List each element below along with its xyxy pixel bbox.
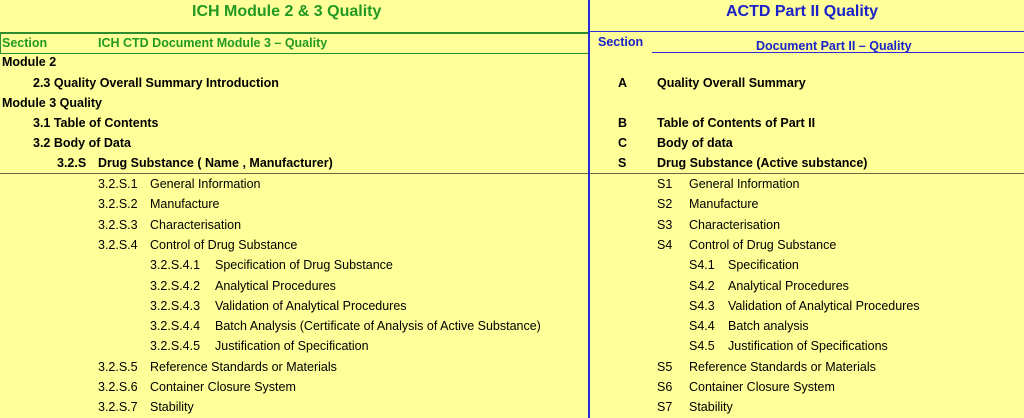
actd-label-a: Quality Overall Summary xyxy=(657,76,806,90)
ich-subsection-title: Specification of Drug Substance xyxy=(215,258,393,273)
actd-subsection-code: S5 xyxy=(657,359,673,374)
actd-subsection-title: Characterisation xyxy=(689,217,781,232)
left-section-header: Section xyxy=(2,36,48,50)
actd-code-s: S xyxy=(618,156,627,170)
right-title: ACTD Part II Quality xyxy=(726,3,879,20)
actd-subsection-title: Validation of Analytical Procedures xyxy=(728,298,920,313)
actd-code-c: C xyxy=(618,136,628,150)
ich-subsection-code: 3.2.S.4.1 xyxy=(150,258,201,273)
actd-subsection-code: S7 xyxy=(657,400,673,415)
section-2-3: 2.3 Quality Overall Summary Introduction xyxy=(33,76,279,90)
section-3-2-s-code: 3.2.S xyxy=(57,156,87,170)
actd-subsection-title: General Information xyxy=(689,177,800,191)
column-divider xyxy=(588,0,590,418)
actd-subsection-code: S4.4 xyxy=(689,319,715,334)
header-divider-right xyxy=(590,31,1024,32)
actd-subsection-title: Specification xyxy=(728,258,799,273)
actd-subsection-code: S4.5 xyxy=(689,339,715,354)
actd-subsection-code: S4 xyxy=(657,237,673,252)
ich-subsection-code: 3.2.S.1 xyxy=(98,177,138,191)
actd-subsection-code: S4.3 xyxy=(689,298,715,313)
actd-subsection-code: S4.1 xyxy=(689,258,715,273)
actd-subsection-title: Container Closure System xyxy=(689,380,835,394)
right-section-header: Section xyxy=(598,35,644,49)
ich-subsection-title: Characterisation xyxy=(150,217,242,232)
actd-subsection-title: Batch analysis xyxy=(728,319,809,334)
actd-code-b: B xyxy=(618,116,628,130)
section-3-2-s-title: Drug Substance ( Name , Manufacturer) xyxy=(98,156,333,170)
ich-subsection-code: 3.2.S.6 xyxy=(98,380,138,394)
module-2-heading: Module 2 xyxy=(2,55,57,69)
ich-subsection-title: Manufacture xyxy=(150,197,220,212)
right-doc-header: Document Part II – Quality xyxy=(756,39,912,53)
ich-subsection-title: Justification of Specification xyxy=(215,339,369,354)
actd-subsection-title: Analytical Procedures xyxy=(728,278,849,293)
ich-subsection-title: Analytical Procedures xyxy=(215,278,336,293)
ich-subsection-code: 3.2.S.4.2 xyxy=(150,278,201,293)
ich-subsection-title: General Information xyxy=(150,177,261,191)
actd-subsection-code: S3 xyxy=(657,217,673,232)
section-3-2: 3.2 Body of Data xyxy=(33,136,131,150)
left-doc-header: ICH CTD Document Module 3 – Quality xyxy=(98,36,328,50)
actd-subsection-title: Stability xyxy=(689,400,733,415)
ich-subsection-title: Batch Analysis (Certificate of Analysis of Active Substance) xyxy=(215,319,541,334)
detail-divider xyxy=(0,173,1024,174)
ich-subsection-code: 3.2.S.5 xyxy=(98,359,138,374)
actd-label-s: Drug Substance (Active substance) xyxy=(657,156,868,170)
ich-subsection-code: 3.2.S.4.3 xyxy=(150,298,201,313)
actd-subsection-code: S1 xyxy=(657,177,673,191)
actd-subsection-code: S2 xyxy=(657,197,673,212)
actd-subsection-title: Justification of Specifications xyxy=(728,339,888,354)
ich-subsection-title: Control of Drug Substance xyxy=(150,237,298,252)
actd-subsection-code: S6 xyxy=(657,380,673,394)
actd-subsection-title: Reference Standards or Materials xyxy=(689,359,876,374)
ich-subsection-code: 3.2.S.3 xyxy=(98,217,138,232)
ich-subsection-title: Container Closure System xyxy=(150,380,296,394)
left-title: ICH Module 2 & 3 Quality xyxy=(192,3,382,20)
ich-subsection-code: 3.2.S.4.5 xyxy=(150,339,201,354)
ich-subsection-code: 3.2.S.7 xyxy=(98,400,138,415)
section-3-1: 3.1 Table of Contents xyxy=(33,116,159,130)
ich-subsection-code: 3.2.S.4.4 xyxy=(150,319,201,334)
actd-code-a: A xyxy=(618,76,628,90)
actd-subsection-title: Manufacture xyxy=(689,197,759,212)
actd-subsection-code: S4.2 xyxy=(689,278,715,293)
ich-subsection-title: Reference Standards or Materials xyxy=(150,359,337,374)
actd-subsection-title: Control of Drug Substance xyxy=(689,237,837,252)
actd-label-b: Table of Contents of Part II xyxy=(657,116,816,130)
ich-subsection-title: Stability xyxy=(150,400,194,415)
ich-subsection-code: 3.2.S.4 xyxy=(98,237,138,252)
ich-subsection-code: 3.2.S.2 xyxy=(98,197,138,212)
actd-label-c: Body of data xyxy=(657,136,733,150)
module-3-heading: Module 3 Quality xyxy=(2,96,103,110)
ich-subsection-title: Validation of Analytical Procedures xyxy=(215,298,407,313)
